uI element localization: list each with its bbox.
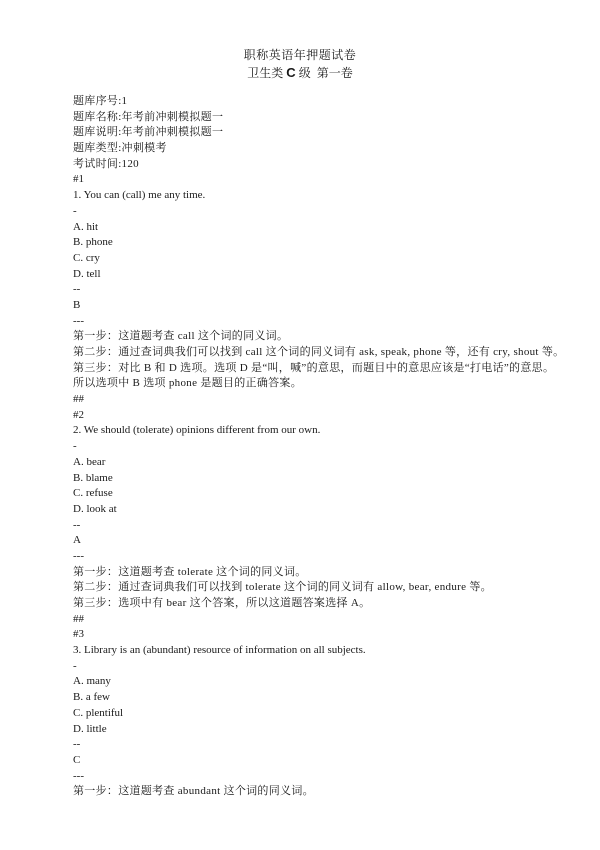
question-stem: 3. Library is an (abundant) resource of information on all subjects. — [73, 644, 366, 657]
option: D. tell — [73, 267, 101, 280]
answer: B — [73, 298, 81, 311]
explanation-step: 第二步：通过查词典我们可以找到 call 这个词的同义词有 ask, speak, phone 等，还有 cry, shout 等。 — [73, 346, 565, 358]
document-title: 职称英语年押题试卷 — [243, 48, 357, 62]
answer: A — [73, 534, 81, 547]
option: B. phone — [73, 236, 113, 249]
answer: C — [73, 753, 81, 766]
separator: --- — [73, 314, 84, 327]
bank-info-line: 考试时间:120 — [73, 157, 139, 170]
document-body — [73, 94, 573, 800]
document-subtitle — [0, 65, 600, 81]
separator: -- — [73, 518, 81, 531]
explanation-step: 第一步：这道题考查 abundant 这个词的同义词。 — [73, 785, 314, 798]
question-marker: #2 — [73, 408, 84, 421]
separator: -- — [73, 283, 81, 296]
question-marker: #3 — [73, 628, 84, 641]
option: B. a few — [73, 691, 110, 704]
question-stem: 2. We should (tolerate) opinions different from our own. — [73, 424, 321, 437]
explanation-step: 第一步：这道题考查 tolerate 这个词的同义词。 — [73, 565, 307, 578]
bank-info-line: 题库说明:年考前冲刺模拟题一 — [73, 126, 224, 139]
explanation-step: 第三步：选项中有 bear 这个答案，所以这道题答案选择 A。 — [73, 597, 371, 609]
question-marker: #1 — [73, 173, 84, 186]
separator: - — [73, 440, 77, 453]
separator: - — [73, 659, 77, 672]
option: C. cry — [73, 251, 100, 264]
option: C. refuse — [73, 487, 113, 500]
option: A. bear — [73, 455, 106, 468]
subtitle-level: C — [286, 65, 296, 80]
explanation-step: 第三步：对比 B 和 D 选项。选项 D 是“叫，喊”的意思，而题目中的意思应该是“打电话”的意思。 — [73, 361, 555, 374]
option: A. many — [73, 675, 111, 688]
option: D. look at — [73, 502, 117, 515]
separator: --- — [73, 549, 84, 562]
option: C. plentiful — [73, 706, 124, 719]
question-end-marker: ## — [73, 393, 84, 406]
bank-info-line: 题库名称:年考前冲刺模拟题一 — [73, 110, 224, 123]
option: B. blame — [73, 471, 113, 484]
bank-info-line: 题库序号:1 — [73, 95, 128, 107]
separator: - — [73, 204, 77, 217]
option: A. hit — [73, 220, 99, 233]
separator: --- — [73, 769, 84, 782]
explanation-step: 第二步：通过查词典我们可以找到 tolerate 这个词的同义词有 allow, bear, endure 等。 — [73, 581, 492, 594]
separator: -- — [73, 738, 81, 751]
bank-info-line: 题库类型:冲刺模考 — [73, 142, 167, 155]
option: D. little — [73, 722, 107, 735]
subtitle-volume: 级 第一卷 — [295, 66, 353, 80]
explanation-step: 所以选项中 B 选项 phone 是题目的正确答案。 — [73, 377, 303, 390]
explanation-step: 第一步：这道题考查 call 这个词的同义词。 — [73, 330, 289, 343]
subtitle-category: 卫生类 — [247, 66, 287, 80]
question-end-marker: ## — [73, 612, 84, 625]
question-stem: 1. You can (call) me any time. — [73, 189, 206, 202]
